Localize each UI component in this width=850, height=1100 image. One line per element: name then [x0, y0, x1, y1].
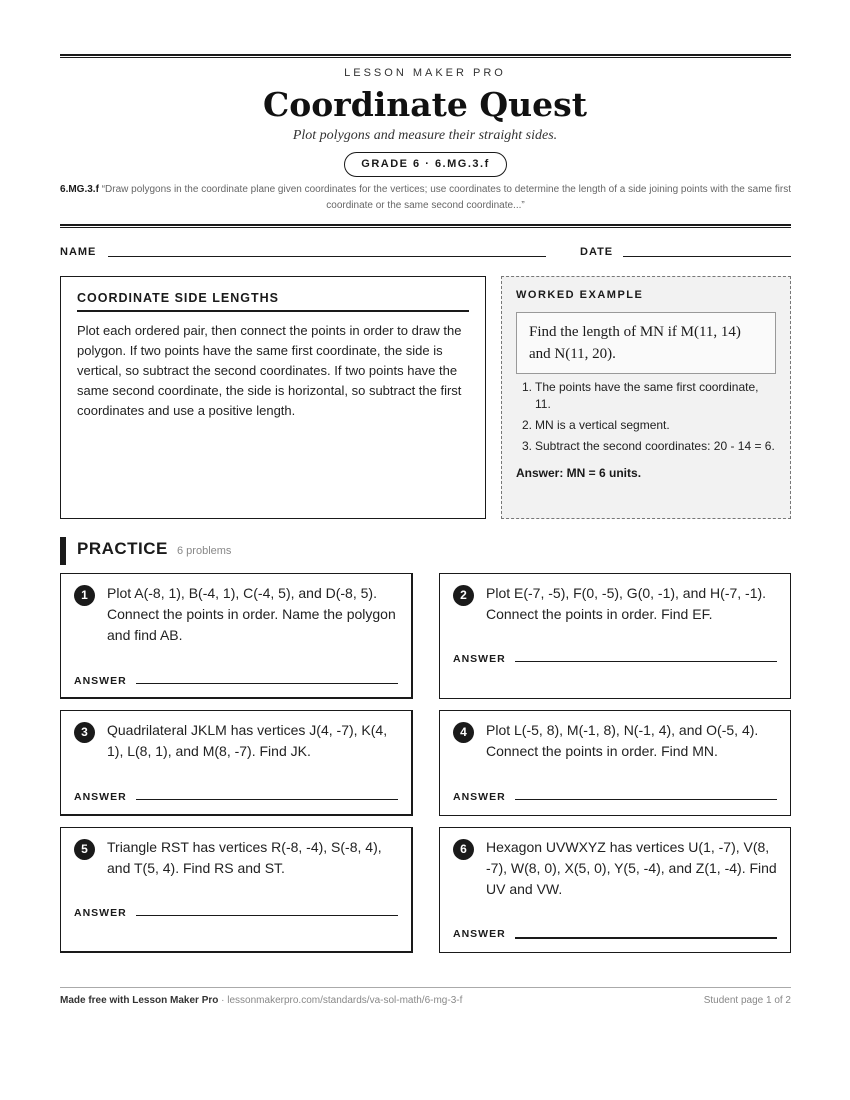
page-subtitle: Plot polygons and measure their straight sides. — [292, 128, 558, 143]
practice-count: 6 problems — [177, 545, 232, 557]
problem-text: Plot E(-7, -5), F(0, -5), G(0, -1), and H(-7, -1). Connect the points in order. Find EF. — [486, 585, 767, 622]
standard-text: “Draw polygons in the coordinate plane given coordinates for the vertices; use coordinates to determine the length of a side joining points with the same first coordinate or the same second coordinate...” — [101, 184, 791, 211]
problem-card-5 — [60, 827, 413, 953]
header-bottom-rule — [60, 224, 791, 228]
worked-example-step: 3. Subtract the second coordinates: 20 - 14 = 6. — [522, 439, 775, 453]
footer-credit — [60, 995, 462, 1006]
answer-line[interactable] — [515, 799, 777, 800]
problem-number: 2 — [453, 585, 474, 606]
practice-heading: PRACTICE — [77, 539, 168, 558]
problem-text: Quadrilateral JKLM has vertices J(4, -7), K(4, 1), L(8, 1), and M(8, -7). Find JK. — [107, 722, 388, 759]
problem-number: 4 — [453, 722, 474, 743]
answer-line[interactable] — [136, 799, 398, 800]
grade-badge: GRADE 6 · 6.MG.3.f — [344, 152, 507, 177]
footer-made-with: Made free with Lesson Maker Pro — [60, 995, 219, 1006]
problem-card-1 — [60, 573, 413, 699]
standard-code: 6.MG.3.f — [60, 184, 99, 195]
worked-example-steps — [516, 379, 776, 455]
problem-text: Plot L(-5, 8), M(-1, 8), N(-1, 4), and O(-5, 4). Connect the points in order. Find MN. — [486, 722, 759, 759]
intro-box — [60, 276, 486, 519]
answer-line[interactable] — [515, 937, 777, 939]
date-field-line[interactable] — [623, 256, 791, 257]
worked-example-step: 1. The points have the same first coordinate, 11. — [522, 380, 759, 411]
answer-label: ANSWER — [453, 928, 506, 940]
answer-label: ANSWER — [74, 907, 127, 919]
footer-page-number: Student page 1 of 2 — [703, 995, 791, 1006]
worked-example-question: Find the length of MN if M(11, 14) and N(11, 20). — [516, 312, 776, 374]
footer-url[interactable]: · lessonmakerpro.com/standards/va-sol-math/6-mg-3-f — [218, 995, 463, 1006]
name-label: NAME — [60, 246, 97, 258]
problem-card-2 — [439, 573, 791, 699]
header-top-rule — [60, 54, 791, 58]
worked-example-box — [501, 276, 791, 519]
problem-card-3 — [60, 710, 413, 816]
answer-label: ANSWER — [453, 791, 506, 803]
problem-text: Plot A(-8, 1), B(-4, 1), C(-4, 5), and D(-8, 5). Connect the points in order. Name the polygon and find AB. — [107, 585, 396, 643]
problem-text: Triangle RST has vertices R(-8, -4), S(-8, 4), and T(5, 4). Find RS and ST. — [107, 839, 382, 876]
problem-card-4 — [439, 710, 791, 816]
answer-line[interactable] — [515, 661, 777, 662]
problem-text: Hexagon UVWXYZ has vertices U(1, -7), V(8, -7), W(8, 0), X(5, 0), Y(5, -4), and Z(1, -4). Find UV and VW. — [486, 839, 777, 897]
problem-number: 5 — [74, 839, 95, 860]
footer-rule — [60, 987, 791, 988]
worked-example-step: 2. MN is a vertical segment. — [522, 418, 670, 432]
answer-line[interactable] — [136, 915, 398, 916]
page-title: Coordinate Quest — [263, 85, 587, 124]
practice-accent-bar — [60, 537, 66, 565]
answer-label: ANSWER — [74, 791, 127, 803]
worked-example-answer: Answer: MN = 6 units. — [516, 466, 642, 480]
answer-label: ANSWER — [74, 675, 127, 687]
answer-label: ANSWER — [453, 653, 506, 665]
name-field-line[interactable] — [108, 256, 546, 257]
date-label: DATE — [580, 246, 614, 258]
intro-text: Plot each ordered pair, then connect the points in order to draw the polygon. If two points have the same first coordinate, the side is vertical, so subtract the second coordinates. If two points have the same second coordinate, the side is horizontal, so subtract the first coordinates and use a positive length. — [77, 323, 462, 418]
problem-number: 1 — [74, 585, 95, 606]
intro-heading: COORDINATE SIDE LENGTHS — [77, 291, 469, 312]
problem-number: 6 — [453, 839, 474, 860]
standard-description — [60, 182, 791, 214]
answer-line[interactable] — [136, 683, 398, 684]
problem-card-6 — [439, 827, 791, 953]
brand-name: LESSON MAKER PRO — [344, 67, 506, 79]
worked-example-heading: WORKED EXAMPLE — [516, 289, 644, 301]
problem-number: 3 — [74, 722, 95, 743]
